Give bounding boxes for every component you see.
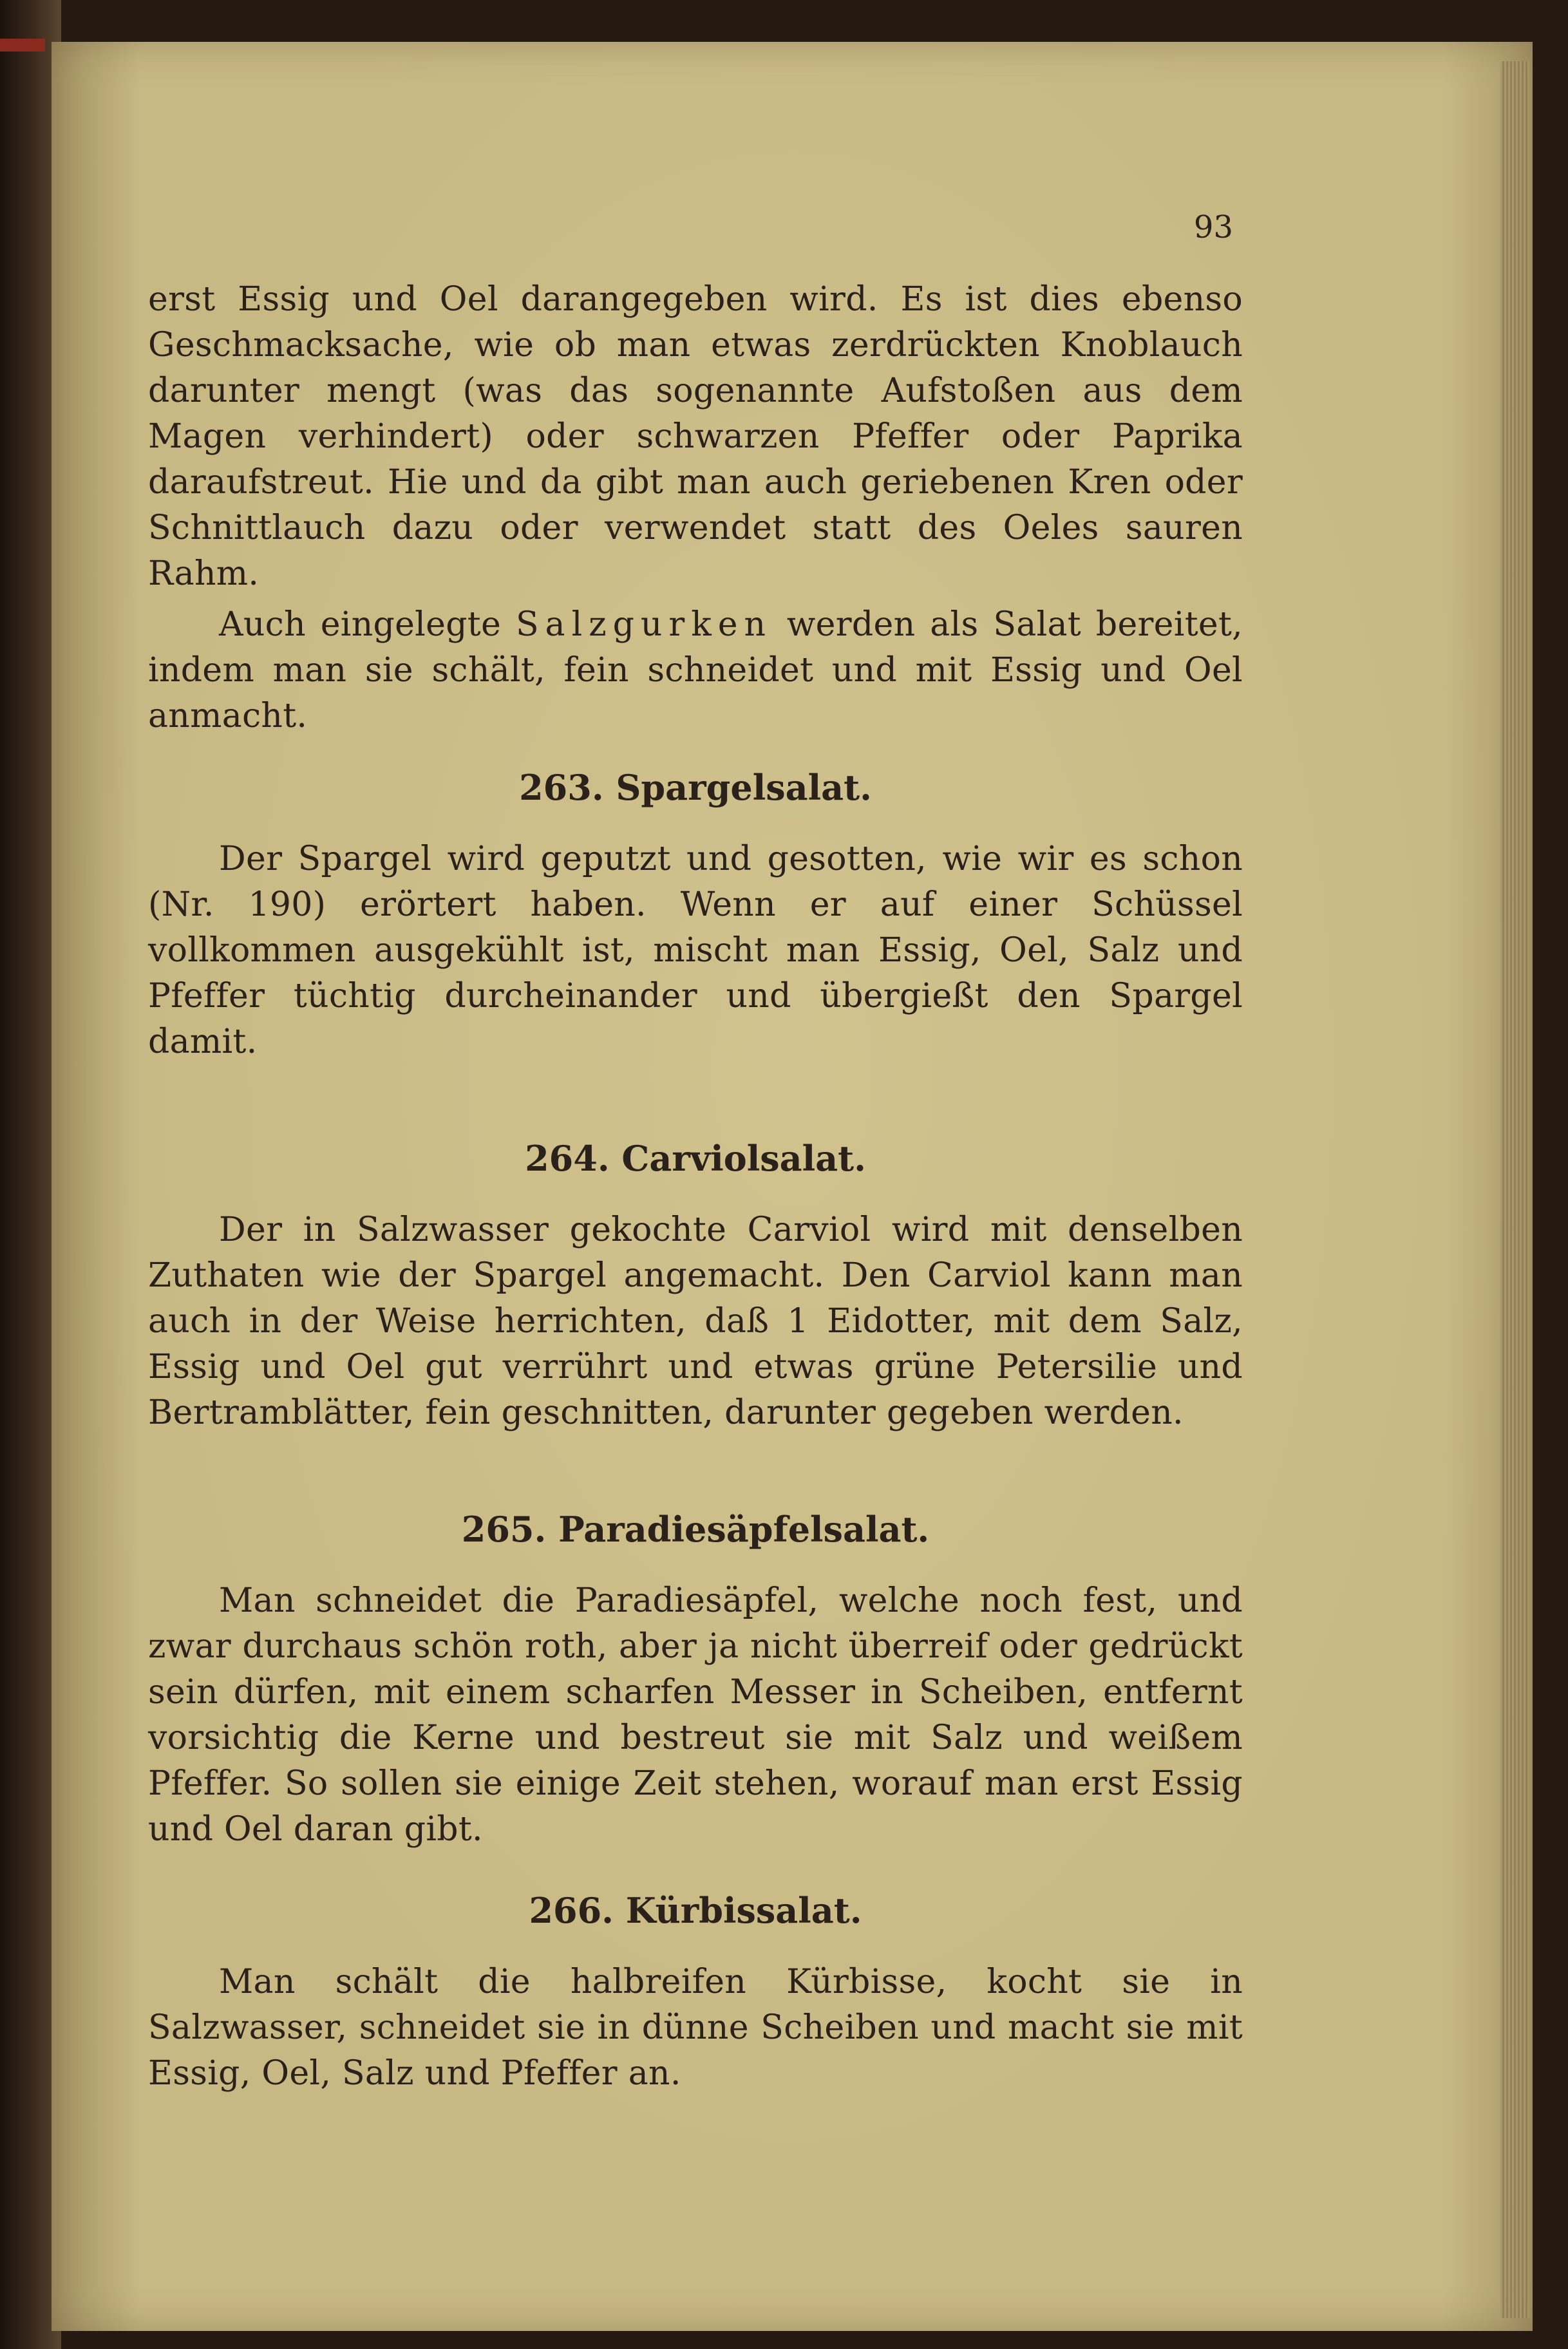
recipe-heading-264: 264. Carviolsalat. (525, 1138, 866, 1179)
recipe-heading-263: 263. Spargelsalat. (519, 767, 872, 808)
recipe-heading-266: 266. Kürbissalat. (529, 1890, 862, 1931)
recipe-text-266: Man schält die halbreifen Kürbisse, kocht sie in Salzwasser, schneidet sie in dünne Scheiben und macht sie mit Essig, Oel, Salz und Pfeffer an. (148, 1963, 1243, 2093)
salzgurken-spaced-word: Salzgurken (515, 605, 772, 644)
recipe-text-263: Der Spargel wird geputzt und gesotten, wie wir es schon (Nr. 190) erörtert haben. Wenn er auf einer Schüssel vollkommen ausgekühlt ist, mischt man Essig, Oel, Salz und Pfeffer tüchtig durcheinander und übergießt den Spargel damit. (148, 840, 1243, 1061)
recipe-text-264: Der in Salzwasser gekochte Carviol wird mit denselben Zuthaten wie der Spargel angemacht. Den Carviol kann man auch in der Weise herrichten, daß 1 Eidotter, mit dem Salz, Essig und Oel gut verrührt und etwas grüne Petersilie und Bertramblätter, fein geschnitten, darunter gegeben werden. (148, 1211, 1243, 1432)
binding-red-edge (0, 39, 45, 52)
page-number: 93 (1193, 209, 1233, 245)
recipe-heading-265: 265. Paradiesäpfelsalat. (461, 1509, 930, 1550)
intro-paragraph: erst Essig und Oel darangegeben wird. Es ist dies ebenso Geschmacksache, wie ob man etwas zerdrückten Knoblauch darunter mengt (was das sogenannte Aufstoßen aus dem Magen verhindert) oder schwarzen Pfeffer oder Paprika daraufstreut. Hie und da gibt man auch geriebenen Kren oder Schnittlauch dazu oder verwendet statt des Oeles sauren Rahm. (148, 280, 1243, 593)
page-edges (1500, 61, 1529, 2318)
text-block (148, 277, 1243, 2097)
salzgurken-before: Auch eingelegte (219, 605, 516, 644)
recipe-text-265: Man schneidet die Paradiesäpfel, welche noch fest, und zwar durchaus schön roth, aber ja nicht überreif oder gedrückt sein dürfen, mit einem scharfen Messer in Scheiben, entfernt vorsichtig die Kerne und bestreut sie mit Salz und weißem Pfeffer. So sollen sie einige Zeit stehen, worauf man erst Essig und Oel daran gibt. (148, 1581, 1243, 1849)
salzgurken-paragraph (148, 602, 1243, 739)
salzgurken-after: werden als Salat bereitet, indem man sie schält, fein schneidet und mit Essig und Oel anmacht. (148, 605, 1243, 735)
